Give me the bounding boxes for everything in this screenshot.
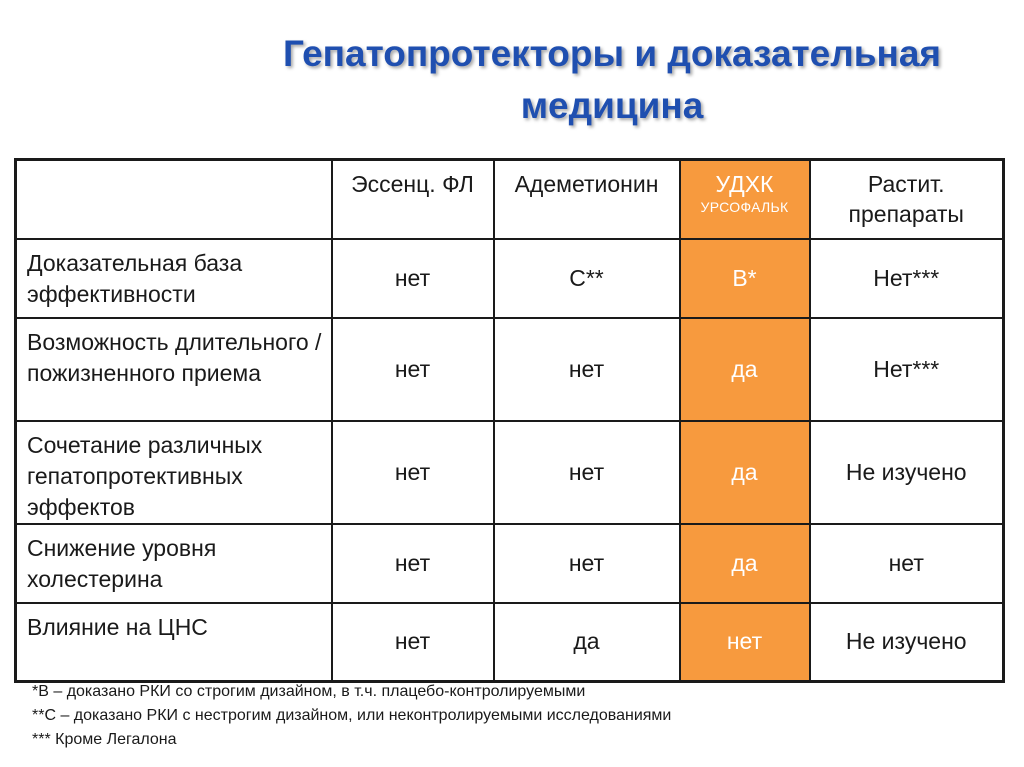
table-row <box>16 421 1004 524</box>
table-cell-highlight: да <box>680 318 810 421</box>
column-header-label-2: препараты <box>848 201 964 227</box>
table-cell: С** <box>494 239 680 318</box>
column-header-essential-pl <box>332 160 494 239</box>
table-cell: Нет*** <box>810 239 1004 318</box>
table-cell: нет <box>810 524 1004 603</box>
table-cell-highlight: да <box>680 524 810 603</box>
column-header-label: Эссенц. ФЛ <box>351 171 474 197</box>
table-cell: нет <box>494 524 680 603</box>
table-cell-highlight: да <box>680 421 810 524</box>
table-cell: нет <box>332 239 494 318</box>
table-cell: Не изучено <box>810 603 1004 682</box>
table-cell: нет <box>494 318 680 421</box>
table-cell: нет <box>332 318 494 421</box>
footnotes <box>32 680 671 752</box>
table-cell-highlight: В* <box>680 239 810 318</box>
table-header-row <box>16 160 1004 239</box>
table-cell: нет <box>332 603 494 682</box>
table-cell: нет <box>494 421 680 524</box>
footnote-b: *В – доказано РКИ со строгим дизайном, в т.ч. плацебо-контролируемыми <box>32 683 586 700</box>
row-label: Влияние на ЦНС <box>16 603 332 682</box>
table-row <box>16 603 1004 682</box>
table-row <box>16 239 1004 318</box>
row-label: Сочетание различных гепатопротективных эффектов <box>16 421 332 524</box>
table-cell-highlight: нет <box>680 603 810 682</box>
table-cell: да <box>494 603 680 682</box>
footnote-c: **С – доказано РКИ с нестрогим дизайном, или неконтролируемыми исследованиями <box>32 707 672 724</box>
table-cell: Нет*** <box>810 318 1004 421</box>
row-label: Возможность длительного / пожизненного приема <box>16 318 332 421</box>
title-line-2: медицина <box>520 85 704 126</box>
column-header-sublabel: УРСОФАЛЬК <box>700 199 789 215</box>
footnote-legalon: *** Кроме Легалона <box>32 731 177 748</box>
table-cell: нет <box>332 421 494 524</box>
table-cell: нет <box>332 524 494 603</box>
column-header-label: УДХК <box>715 171 774 197</box>
header-corner-cell <box>16 160 332 239</box>
table-cell: Не изучено <box>810 421 1004 524</box>
page-title <box>0 28 1024 132</box>
column-header-ademetionine <box>494 160 680 239</box>
column-header-label: Растит. <box>867 171 945 197</box>
column-header-herbal <box>810 160 1004 239</box>
title-line-1: Гепатопротекторы и доказательная <box>283 33 941 74</box>
column-header-label: Адеметионин <box>514 171 659 197</box>
comparison-table <box>14 158 1005 683</box>
table-row <box>16 318 1004 421</box>
column-header-udca <box>680 160 810 239</box>
row-label: Снижение уровня холестерина <box>16 524 332 603</box>
row-label: Доказательная база эффективности <box>16 239 332 318</box>
table-row <box>16 524 1004 603</box>
